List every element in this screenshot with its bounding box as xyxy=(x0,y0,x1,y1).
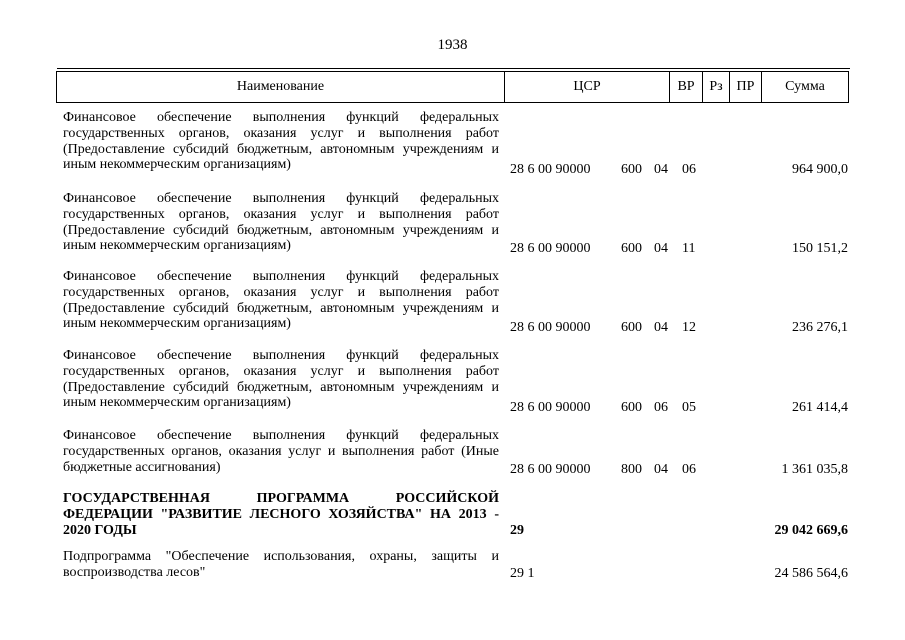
row-rz: 04 xyxy=(654,162,668,177)
column-header-csr: ЦСР xyxy=(573,79,601,94)
page-number: 1938 xyxy=(437,37,468,53)
column-header-vr: ВР xyxy=(677,79,695,94)
row-sum: 236 276,1 xyxy=(792,320,848,335)
row-name: Финансовое обеспечение выполнения функций федеральных государственных органов, оказания услуг и выполнения работ (Иные бюджетные ассигнования) xyxy=(63,428,499,475)
row-vr: 800 xyxy=(621,462,642,477)
table-header xyxy=(56,71,849,103)
row-pr: 11 xyxy=(682,241,696,256)
row-name: Финансовое обеспечение выполнения функций федеральных государственных органов, оказания услуг и выполнения работ (Предоставление субсидий бюджетным, автономным учреждениям и иным некоммерческим организациям) xyxy=(63,110,499,173)
column-header-rz: Рз xyxy=(709,79,723,94)
row-vr: 600 xyxy=(621,400,642,415)
row-sum: 261 414,4 xyxy=(792,400,848,415)
row-csr: 29 1 xyxy=(510,566,535,581)
row-csr: 28 6 00 90000 xyxy=(510,462,591,477)
row-vr: 600 xyxy=(621,241,642,256)
row-name: Подпрограмма "Обеспечение использования, охраны, защиты и воспроизводства лесов" xyxy=(63,549,499,580)
row-csr: 29 xyxy=(510,523,524,538)
row-name: Финансовое обеспечение выполнения функций федеральных государственных органов, оказания услуг и выполнения работ (Предоставление субсидий бюджетным, автономным учреждениям и иным некоммерческим организациям) xyxy=(63,269,499,332)
row-name: Финансовое обеспечение выполнения функций федеральных государственных органов, оказания услуг и выполнения работ (Предоставление субсидий бюджетным, автономным учреждениям и иным некоммерческим организациям) xyxy=(63,191,499,254)
row-rz: 04 xyxy=(654,241,668,256)
row-pr: 06 xyxy=(682,462,696,477)
row-csr: 28 6 00 90000 xyxy=(510,162,591,177)
row-sum: 24 586 564,6 xyxy=(774,566,848,581)
column-header-sum: Сумма xyxy=(785,79,825,94)
row-pr: 06 xyxy=(682,162,696,177)
column-header-pr: ПР xyxy=(736,79,755,94)
row-name: ГОСУДАРСТВЕННАЯ ПРОГРАММА РОССИЙСКОЙ ФЕДЕРАЦИИ "РАЗВИТИЕ ЛЕСНОГО ХОЗЯЙСТВА" НА 2013 - 2020 ГОДЫ xyxy=(63,491,499,538)
column-header-name: Наименование xyxy=(236,79,325,94)
row-sum: 964 900,0 xyxy=(792,162,848,177)
row-name: Финансовое обеспечение выполнения функций федеральных государственных органов, оказания услуг и выполнения работ (Предоставление субсидий бюджетным, автономным учреждениям и иным некоммерческим организациям) xyxy=(63,348,499,411)
row-vr: 600 xyxy=(621,162,642,177)
row-sum: 29 042 669,6 xyxy=(774,523,848,538)
header-top-rule xyxy=(57,68,850,69)
row-rz: 04 xyxy=(654,462,668,477)
row-csr: 28 6 00 90000 xyxy=(510,320,591,335)
row-csr: 28 6 00 90000 xyxy=(510,400,591,415)
row-sum: 150 151,2 xyxy=(792,241,848,256)
row-rz: 06 xyxy=(654,400,668,415)
row-sum: 1 361 035,8 xyxy=(781,462,848,477)
row-vr: 600 xyxy=(621,320,642,335)
row-pr: 12 xyxy=(682,320,696,335)
row-csr: 28 6 00 90000 xyxy=(510,241,591,256)
row-pr: 05 xyxy=(682,400,696,415)
row-rz: 04 xyxy=(654,320,668,335)
